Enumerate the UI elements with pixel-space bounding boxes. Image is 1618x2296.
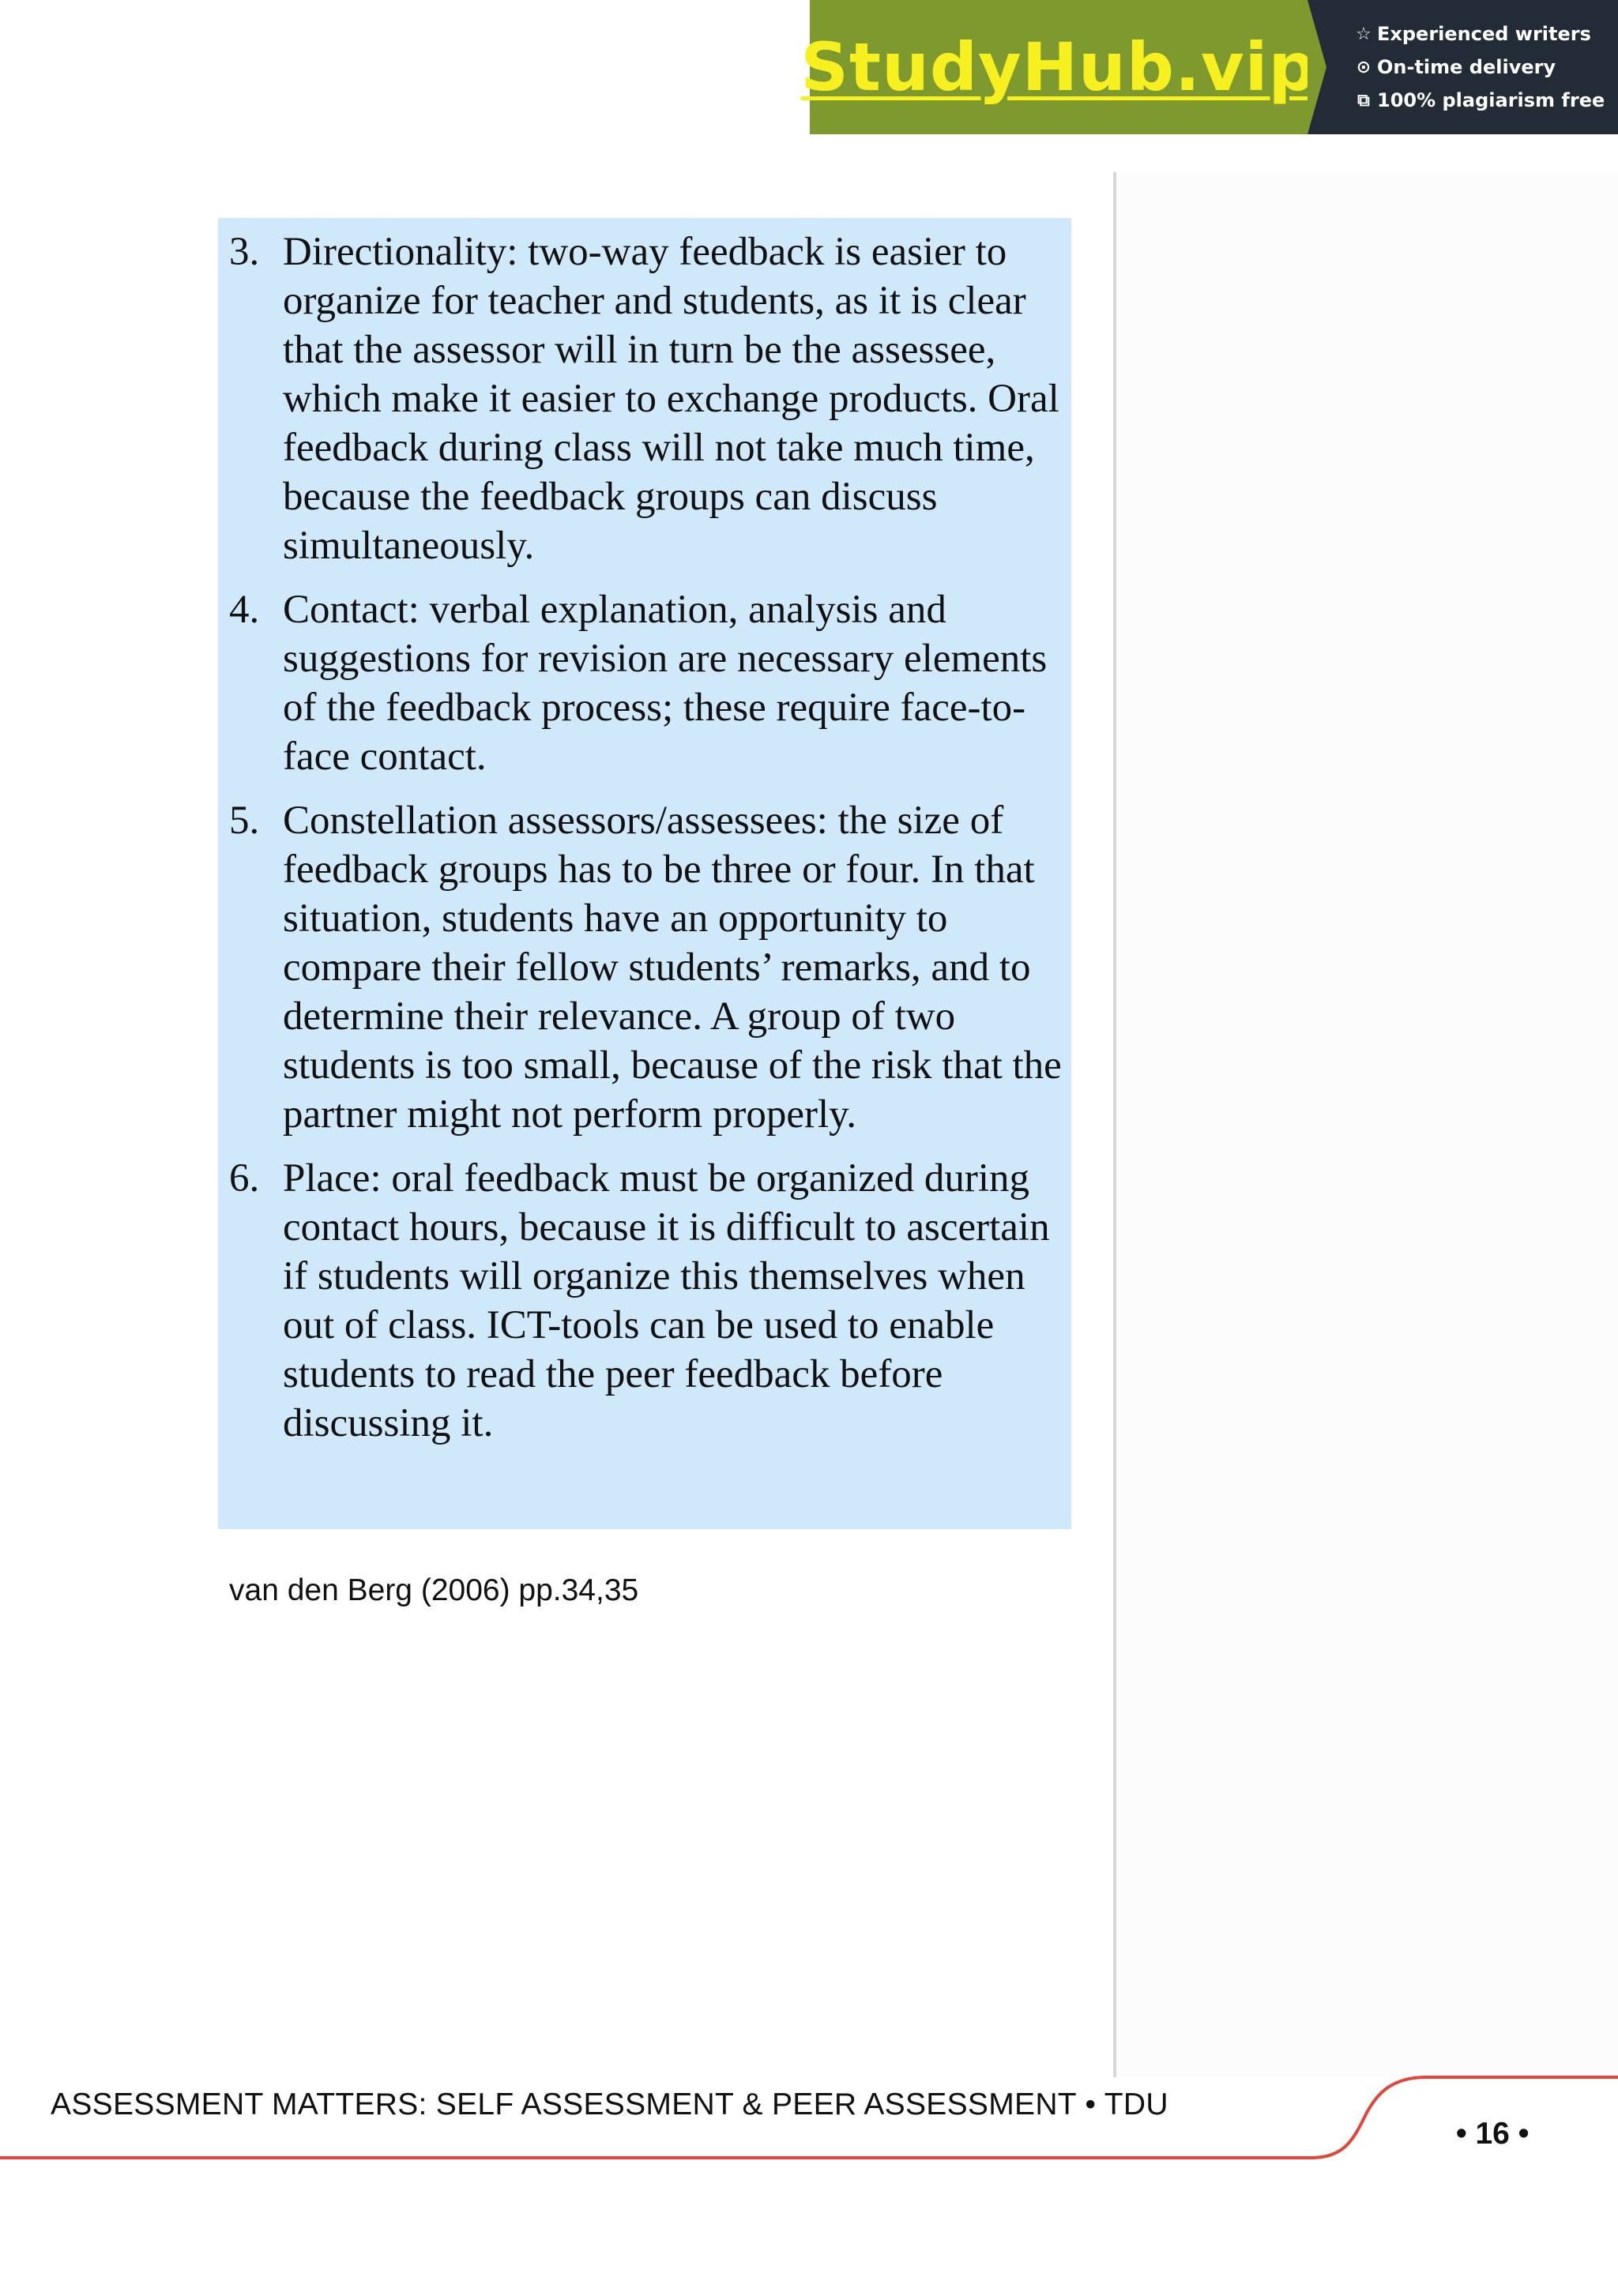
list-item-text: Directionality: two-way feedback is easier to organize for teacher and students, as it is clear that the assessor will in turn be the assessee, which make it easier to exchange products. Oral feedback during class will not take much time, because the feedback groups can discuss simultaneously. [283, 230, 1059, 568]
feature-on-time-delivery [1355, 56, 1618, 78]
list-item [229, 796, 1071, 1139]
logo-text: StudyHub.vip [800, 28, 1317, 106]
list-item [229, 227, 1071, 570]
clock-icon: ⊙ [1356, 57, 1372, 77]
studyhub-banner[interactable] [800, 0, 1618, 134]
citation: van den Berg (2006) pp.34,35 [229, 1573, 639, 1607]
list-item-number: 6. [229, 1156, 260, 1201]
footer-title: ASSESSMENT MATTERS: SELF ASSESSMENT & PEER ASSESSMENT • TDU [51, 2087, 1168, 2121]
list-item-number: 3. [229, 230, 260, 274]
right-margin-area [1116, 172, 1618, 2077]
list-item [229, 1154, 1071, 1448]
copy-icon: ⧉ [1357, 90, 1370, 111]
page-number: • 16 • [1456, 2117, 1530, 2151]
list-item [229, 585, 1071, 781]
feature-experienced-writers [1355, 23, 1618, 45]
list-item-text: Place: oral feedback must be organized during contact hours, because it is difficult to ascertain if students will organize this themselves when out of class. ICT-tools can be used to enable students to read the peer feedback before discussing it. [283, 1156, 1050, 1445]
list-item-text: Constellation assessors/assessees: the size of feedback groups has to be three or four. In that situation, students have an opportunity to compare their fellow students’ remarks, and to determine their relevance. A group of two students is too small, because of the risk that the partner might not perform properly. [283, 799, 1062, 1137]
feature-label: Experienced writers [1377, 23, 1591, 45]
vertical-divider [1113, 172, 1116, 2077]
studyhub-logo[interactable] [800, 0, 1317, 134]
banner-features [1308, 0, 1618, 134]
star-icon: ☆ [1356, 24, 1372, 44]
list-item-number: 4. [229, 588, 260, 632]
feature-plagiarism-free [1355, 89, 1618, 111]
list-item-number: 5. [229, 799, 260, 843]
feature-label: 100% plagiarism free [1377, 89, 1605, 111]
list-item-text: Contact: verbal explanation, analysis and suggestions for revision are necessary elements of the feedback process; these require face-to-face contact. [283, 588, 1048, 779]
numbered-list [229, 227, 1071, 1463]
feature-label: On-time delivery [1377, 56, 1556, 78]
